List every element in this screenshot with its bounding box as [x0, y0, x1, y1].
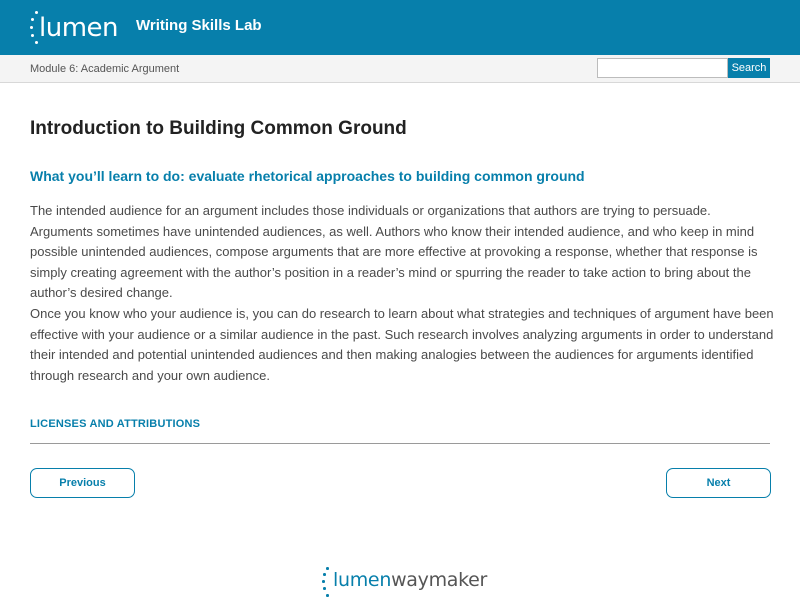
- section-heading: What you’ll learn to do: evaluate rhetorical approaches to building common ground: [30, 168, 585, 184]
- logo-text: lumen: [39, 13, 119, 43]
- course-title[interactable]: Writing Skills Lab: [136, 17, 262, 34]
- previous-button[interactable]: Previous: [30, 468, 135, 498]
- breadcrumb-bar: [0, 55, 800, 83]
- divider: [30, 443, 770, 444]
- paragraph-research: Once you know who your audience is, you can do research to learn about what strategies and techniques of argument have been effective with your audience or a similar audience in the past. Such research involves analyzing arguments in order to understand their intended and potential unintended audiences and then making analogies between the audiences for arguments identified through research and your own audience.: [30, 306, 774, 383]
- top-header-bar: [0, 0, 800, 55]
- footer-logo-text: [333, 569, 487, 591]
- search-input[interactable]: [597, 58, 728, 78]
- footer-logo-lumen: lumen: [333, 569, 392, 591]
- lumen-logo[interactable]: [30, 10, 119, 46]
- licenses-attributions-toggle[interactable]: LICENSES AND ATTRIBUTIONS: [30, 418, 201, 430]
- lumen-waymaker-logo: [322, 566, 488, 598]
- paragraph-audience: The intended audience for an argument includes those individuals or organizations that authors are trying to persuade. Arguments sometimes have unintended audiences, as well. Authors who know their intended audience, and who keep in mind possible unintended audiences, compose arguments that are more effective at provoking a response, whether that response is simply creating agreement with the author’s position in a reader’s mind or spurring the reader to take action to bring about the author’s desired change.: [30, 203, 758, 300]
- breadcrumb[interactable]: Module 6: Academic Argument: [30, 63, 180, 75]
- search-button[interactable]: Search: [728, 58, 770, 78]
- footer-logo-dots-icon: [322, 566, 332, 598]
- page-title: Introduction to Building Common Ground: [30, 118, 407, 139]
- next-button[interactable]: Next: [666, 468, 771, 498]
- footer-logo-waymaker: waymaker: [391, 569, 488, 591]
